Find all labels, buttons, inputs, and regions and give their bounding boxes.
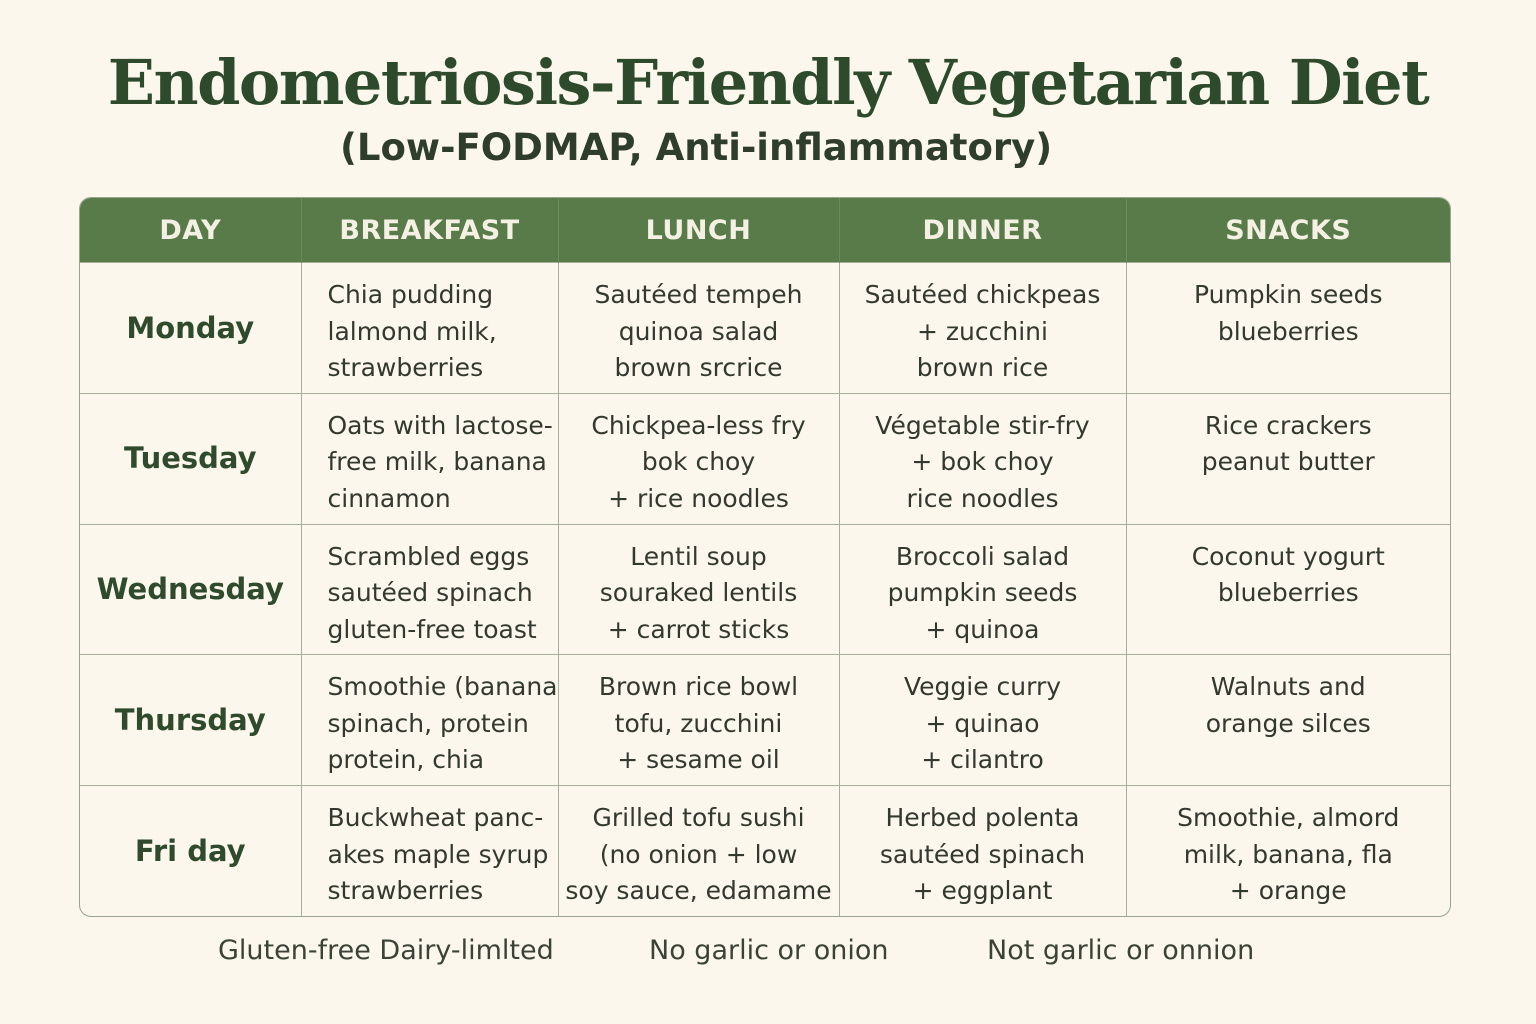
cell-line: Smoothie, almord xyxy=(1177,803,1400,833)
cell-line: lalmond milk, xyxy=(327,316,497,346)
lunch-cell xyxy=(558,786,839,916)
cell-line: spinach, protein xyxy=(327,708,529,738)
snacks-cell xyxy=(1126,655,1450,786)
cell-line: + eggplant xyxy=(912,876,1053,906)
cell-line: quinoa salad xyxy=(618,316,779,346)
column-header-day: DAY xyxy=(80,198,301,263)
cell-line: Buckwheat panc- xyxy=(327,803,544,833)
cell-line: + quinoa xyxy=(925,614,1040,644)
cell-line: sautéed spinach xyxy=(879,839,1086,869)
cell-line: akes maple syrup xyxy=(327,839,549,869)
column-header-lunch: LUNCH xyxy=(558,198,839,263)
cell-line: orange silces xyxy=(1205,708,1371,738)
cell-line: blueberries xyxy=(1217,316,1359,346)
cell-line: Smoothie (banana xyxy=(327,672,558,702)
cell-line: protein, chia xyxy=(327,745,485,775)
cell-line: Brown rice bowl xyxy=(598,672,799,702)
cell-line: tofu, zucchini xyxy=(614,708,783,738)
dinner-cell xyxy=(839,786,1126,916)
page-subtitle: (Low-FODMAP, Anti-inflammatory) xyxy=(340,126,1053,169)
cell-line: Herbed polenta xyxy=(885,803,1080,833)
footer-note-no-garlic: No garlic or onion xyxy=(649,935,889,966)
cell-line: Broccoli salad xyxy=(895,541,1070,571)
meal-plan-table xyxy=(80,198,1450,916)
cell-line: Sautéed chickpeas xyxy=(864,280,1101,309)
cell-line: + orange xyxy=(1229,876,1347,906)
cell-line: Rice crackers xyxy=(1204,410,1372,440)
cell-line: bok choy xyxy=(641,447,756,477)
cell-line: brown rice xyxy=(916,353,1049,382)
table-row xyxy=(80,786,1450,916)
meal-plan-table-container xyxy=(79,197,1451,917)
cell-line: free milk, banana xyxy=(327,447,547,477)
lunch-cell xyxy=(558,655,839,786)
cell-line: + cilantro xyxy=(921,745,1044,775)
cell-line: + zucchini xyxy=(917,316,1048,346)
day-cell: Monday xyxy=(80,263,301,394)
dinner-cell xyxy=(839,263,1126,394)
cell-line: + quinao xyxy=(925,708,1040,738)
dinner-cell xyxy=(839,655,1126,786)
footer-note-diet: Gluten-free Dairy-limlted xyxy=(218,935,554,966)
cell-line: Chickpea-less fry xyxy=(591,410,806,440)
table-row xyxy=(80,393,1450,524)
cell-line: souraked lentils xyxy=(599,578,798,608)
cell-line: blueberries xyxy=(1217,578,1359,608)
dinner-cell xyxy=(839,393,1126,524)
snacks-cell xyxy=(1126,524,1450,655)
column-header-snacks: SNACKS xyxy=(1126,198,1450,263)
cell-line: Chia pudding xyxy=(327,280,494,309)
cell-line: (no onion + low xyxy=(599,839,798,869)
lunch-cell xyxy=(558,524,839,655)
cell-line: Walnuts and xyxy=(1210,672,1366,702)
breakfast-cell xyxy=(301,393,558,524)
cell-line: Sautéed tempeh xyxy=(594,280,803,309)
cell-line: Coconut yogurt xyxy=(1191,541,1385,571)
cell-line: rice noodles xyxy=(906,483,1059,513)
day-cell: Fri day xyxy=(80,786,301,916)
cell-line: Veggie curry xyxy=(903,672,1062,702)
column-header-breakfast: BREAKFAST xyxy=(301,198,558,263)
snacks-cell xyxy=(1126,263,1450,394)
page-title: Endometriosis-Friendly Vegetarian Diet xyxy=(107,46,1429,119)
breakfast-cell xyxy=(301,786,558,916)
cell-line: peanut butter xyxy=(1201,447,1375,477)
breakfast-cell xyxy=(301,524,558,655)
day-cell: Tuesday xyxy=(80,393,301,524)
cell-line: + bok choy xyxy=(911,447,1054,477)
lunch-cell xyxy=(558,263,839,394)
cell-line: strawberries xyxy=(327,353,484,382)
cell-line: Oats with lactose- xyxy=(327,410,553,440)
breakfast-cell xyxy=(301,263,558,394)
header-row xyxy=(80,198,1450,263)
table-row xyxy=(80,263,1450,394)
column-header-dinner: DINNER xyxy=(839,198,1126,263)
cell-line: brown srcrice xyxy=(614,353,783,382)
cell-line: Lentil soup xyxy=(630,541,767,571)
table-row xyxy=(80,655,1450,786)
breakfast-cell xyxy=(301,655,558,786)
cell-line: + carrot sticks xyxy=(607,614,790,644)
table-row xyxy=(80,524,1450,655)
cell-line: Grilled tofu sushi xyxy=(592,803,805,833)
cell-line: pumpkin seeds xyxy=(887,578,1078,608)
dinner-cell xyxy=(839,524,1126,655)
cell-line: + sesame oil xyxy=(617,745,780,775)
snacks-cell xyxy=(1126,393,1450,524)
cell-line: Pumpkin seeds xyxy=(1193,280,1383,309)
cell-line: soy sauce, edamame xyxy=(565,876,832,906)
cell-line: Scrambled eggs xyxy=(327,541,530,571)
footer-note-not-garlic: Not garlic or onnion xyxy=(987,935,1255,966)
cell-line: Végetable stir-fry xyxy=(875,410,1090,440)
cell-line: gluten-free toast xyxy=(327,614,537,644)
cell-line: strawberries xyxy=(327,876,484,906)
lunch-cell xyxy=(558,393,839,524)
day-cell: Wednesday xyxy=(80,524,301,655)
cell-line: cinnamon xyxy=(327,483,451,513)
cell-line: milk, banana, fla xyxy=(1183,839,1393,869)
snacks-cell xyxy=(1126,786,1450,916)
day-cell: Thursday xyxy=(80,655,301,786)
cell-line: sautéed spinach xyxy=(327,578,533,608)
cell-line: + rice noodles xyxy=(608,483,789,513)
